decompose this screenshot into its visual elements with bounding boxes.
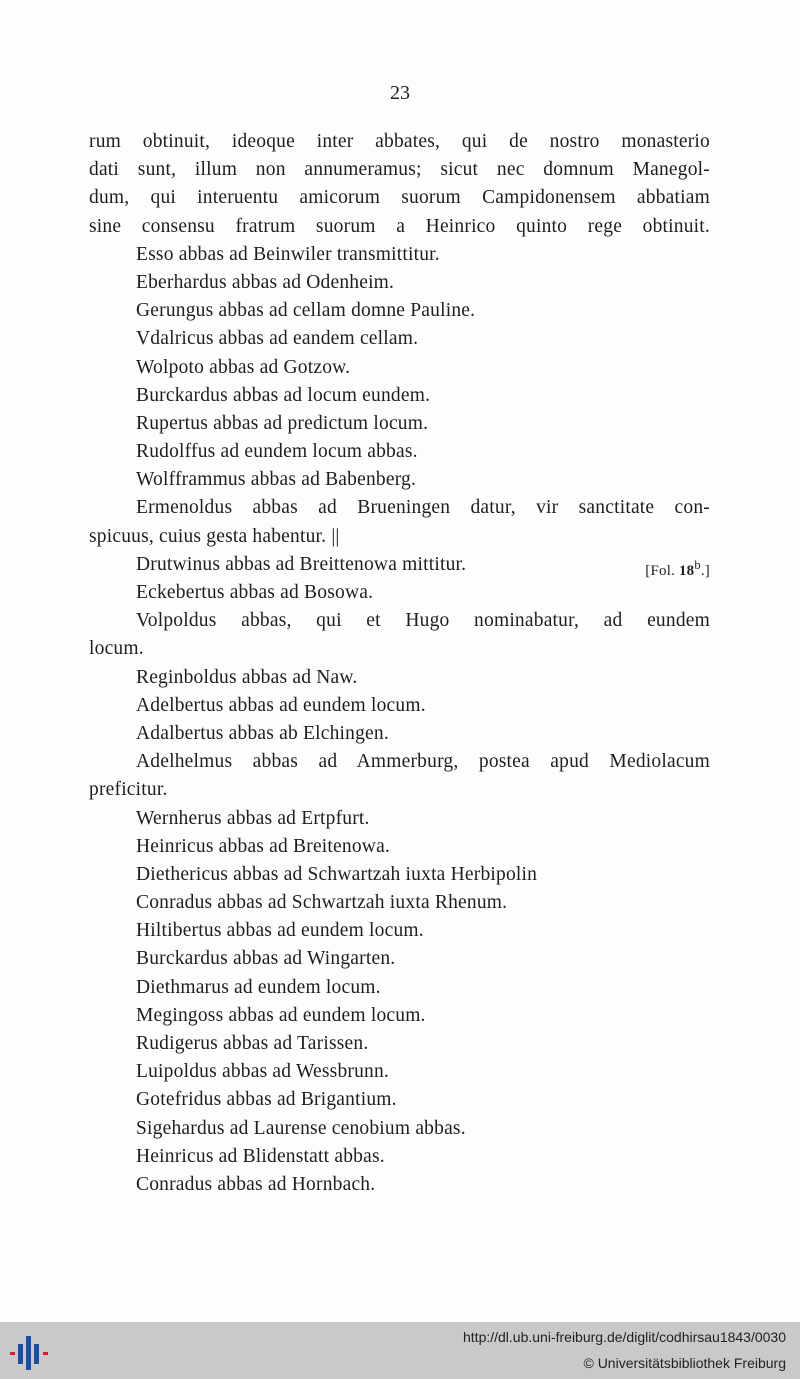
text-line: Adalbertus abbas ab Elchingen. <box>136 722 389 744</box>
text-line: Burckardus abbas ad locum eundem. <box>136 384 431 406</box>
text-line: Heinricus abbas ad Breitenowa. <box>136 835 390 857</box>
text-line: locum. <box>89 638 144 660</box>
text-line: Reginboldus abbas ad Naw. <box>136 666 358 688</box>
text-line: spicuus, cuius gesta habentur. || <box>89 525 340 547</box>
text-line: Wolpoto abbas ad Gotzow. <box>136 356 351 378</box>
text-line: Volpoldus abbas, qui et Hugo nominabatur, ad eundem <box>136 610 710 632</box>
text-line: Esso abbas ad Beinwiler transmittitur. <box>136 243 440 265</box>
text-body <box>89 128 710 1199</box>
text-line: Vdalricus abbas ad eandem cellam. <box>136 328 419 350</box>
text-line: Ermenoldus abbas ad Brueningen datur, vir sanctitate con- <box>136 497 710 519</box>
text-line: Hiltibertus abbas ad eundem locum. <box>136 920 424 942</box>
text-line <box>89 551 710 579</box>
text-line: dati sunt, illum non annumeramus; sicut nec domnum Manegol- <box>89 159 710 181</box>
footer-url-link[interactable]: http://dl.ub.uni-freiburg.de/diglit/codhirsau1843/0030 <box>463 1329 786 1345</box>
text-line: Rudigerus abbas ad Tarissen. <box>136 1033 369 1054</box>
ub-freiburg-logo-icon[interactable] <box>10 1332 52 1370</box>
footer-copyright: © Universitätsbibliothek Freiburg <box>583 1355 786 1371</box>
text-line: sine consensu fratrum suorum a Heinrico quinto rege obtinuit. <box>89 215 710 237</box>
viewer-footer <box>0 1322 800 1379</box>
text-line: Sigehardus ad Laurense cenobium abbas. <box>136 1117 466 1139</box>
folio-reference: [Fol. 18$^b$.] <box>645 557 710 579</box>
text-line: Megingoss abbas ad eundem locum. <box>136 1004 426 1026</box>
text-line: Adelbertus abbas ad eundem locum. <box>136 694 426 716</box>
text-line: Luipoldus abbas ad Wessbrunn. <box>136 1061 390 1083</box>
text-line: rum obtinuit, ideoque inter abbates, qui de nostro monasterio <box>89 131 710 152</box>
text-line: Wolfframmus abbas ad Babenberg. <box>136 469 417 491</box>
text-line: Wernherus abbas ad Ertpfurt. <box>136 807 370 829</box>
text-line: dum, qui interuentu amicorum suorum Campidonensem abbatiam <box>89 187 710 209</box>
text-line: Rudolffus ad eundem locum abbas. <box>136 441 418 463</box>
text-line: Rupertus abbas ad predictum locum. <box>136 412 429 434</box>
text-line: Gotefridus abbas ad Brigantium. <box>136 1089 397 1111</box>
page-number: 23 <box>390 82 410 104</box>
text-line: preficitur. <box>89 779 168 801</box>
text-line: Eckebertus abbas ad Bosowa. <box>136 582 374 603</box>
text-line: Conradus abbas ad Hornbach. <box>136 1173 376 1195</box>
text-line: Adelhelmus abbas ad Ammerburg, postea apud Mediolacum <box>136 751 710 773</box>
text-line: Heinricus ad Blidenstatt abbas. <box>136 1145 385 1167</box>
text-line: Burckardus abbas ad Wingarten. <box>136 948 396 970</box>
text-line: Diethericus abbas ad Schwartzah iuxta Herbipolin <box>136 863 538 885</box>
text-line: Diethmarus ad eundem locum. <box>136 976 381 998</box>
text-line-content: Drutwinus abbas ad Breittenowa mittitur. <box>136 553 467 575</box>
text-line: Gerungus abbas ad cellam domne Pauline. <box>136 300 476 322</box>
text-line: Conradus abbas ad Schwartzah iuxta Rhenum. <box>136 892 508 914</box>
text-line: Eberhardus abbas ad Odenheim. <box>136 271 395 293</box>
